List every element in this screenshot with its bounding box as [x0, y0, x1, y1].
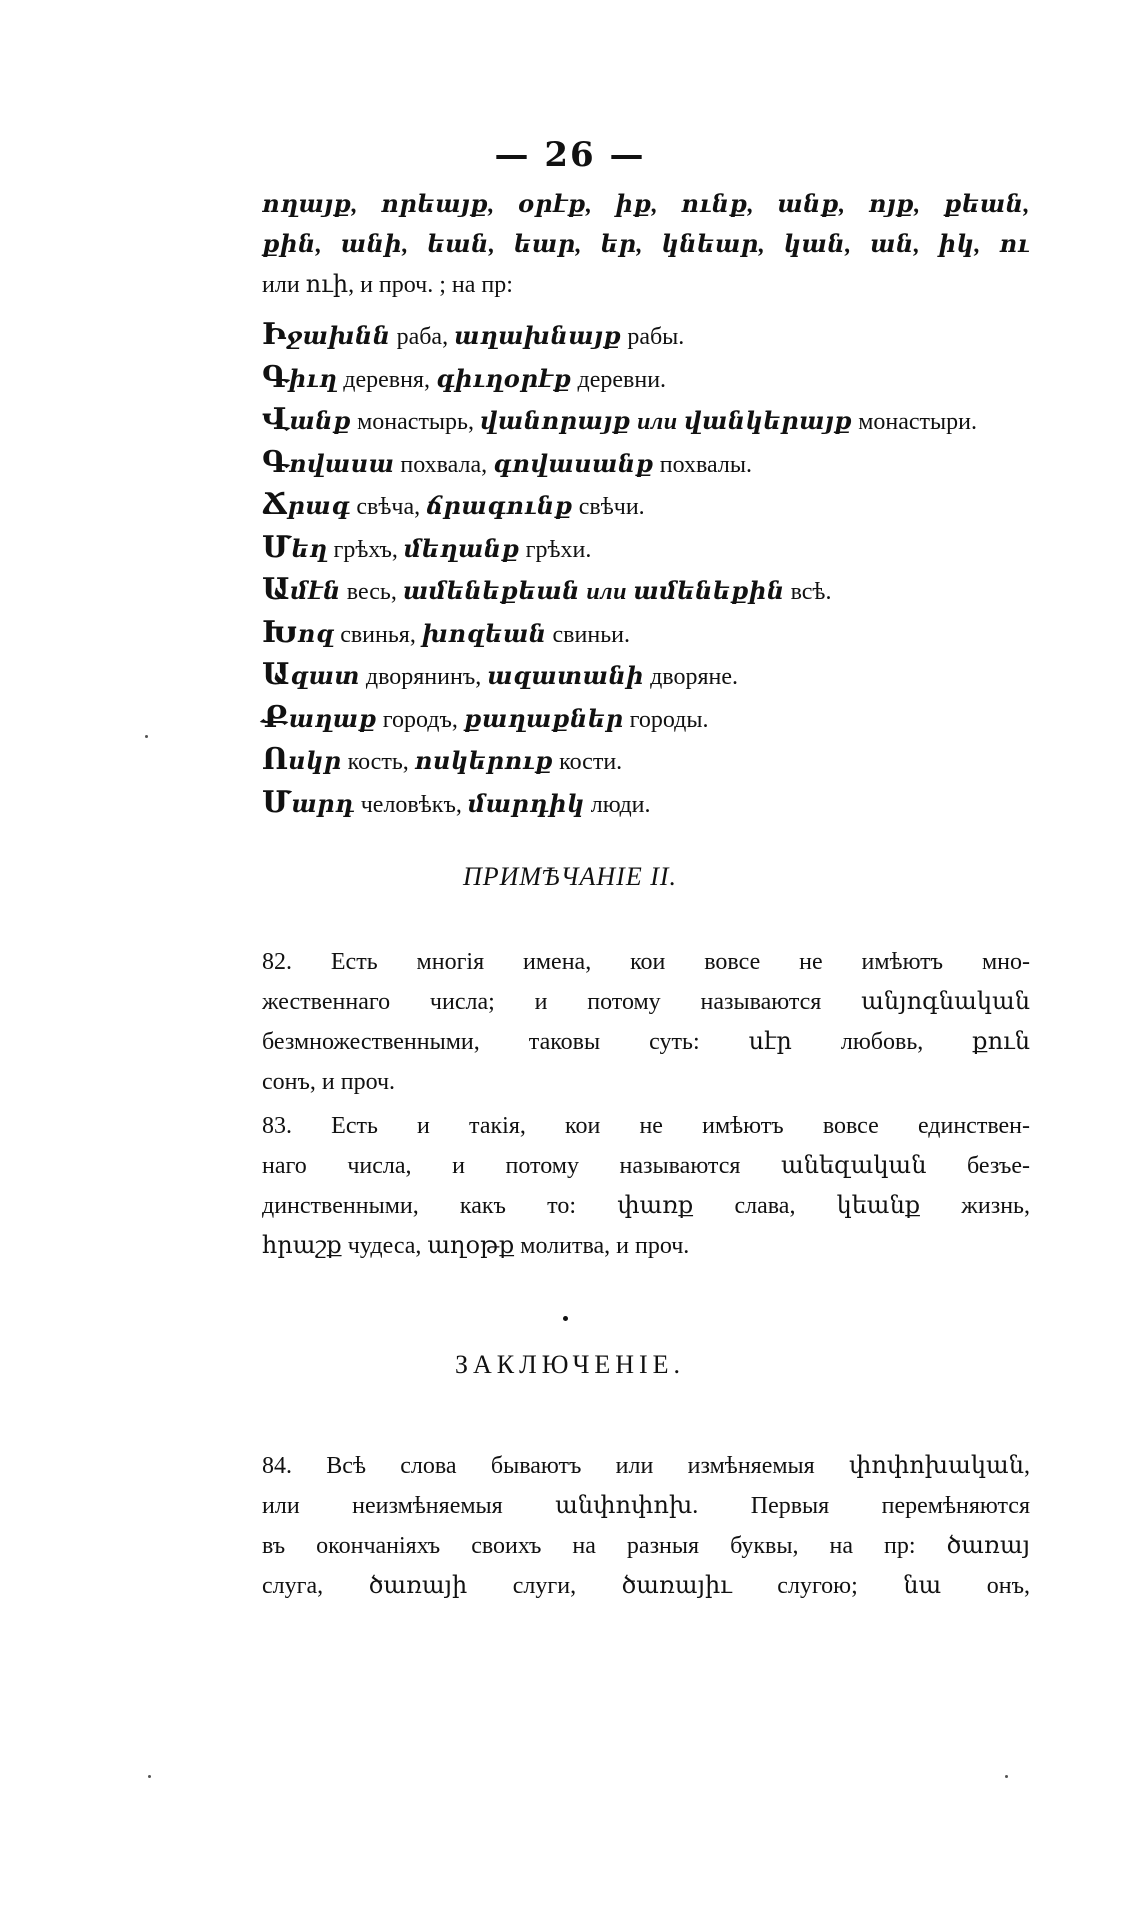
example-russian: монастырь,: [357, 409, 475, 435]
paragraph-line: динственными, какъ то: փառք слава, կեանք жизнь,: [262, 1193, 1030, 1219]
example-plural: աղախնայք: [454, 324, 622, 350]
example-plural: մեղանք: [403, 536, 520, 563]
example-russian: человѣкъ,: [360, 791, 462, 818]
example-armenian: եղ: [291, 536, 328, 563]
ornament-dot: [563, 1316, 568, 1321]
example-armenian: աղաք: [288, 706, 377, 733]
example-armenian: ովասա: [288, 451, 395, 478]
paragraph-line: [262, 942, 1030, 982]
example-russian-plural: всѣ.: [790, 579, 832, 605]
example-russian-plural: свиньи.: [552, 621, 630, 648]
example-russian-plural: дворяне.: [650, 664, 738, 690]
example-initial: Մ: [262, 530, 292, 564]
examples-list: [262, 315, 1030, 825]
example-russian-plural: грѣхи.: [525, 536, 592, 563]
example-russian: весь,: [346, 579, 397, 605]
example-armenian: անք: [289, 409, 352, 435]
intro-block: [262, 185, 1030, 305]
example-line: [262, 358, 1030, 401]
example-plural: ազատանի: [487, 664, 645, 690]
paragraph-84: [262, 1446, 1030, 1606]
paragraph-line: слуга, ծառայի слуги, ծառայիւ слугою; նա онъ,: [262, 1573, 1030, 1599]
example-russian-plural: люди.: [590, 791, 651, 818]
section-heading-conclusion: ЗАКЛЮЧЕНІЕ.: [454, 1350, 686, 1379]
example-initial: Ա: [262, 573, 291, 606]
example-armenian: սկր: [288, 749, 342, 775]
example-line: [262, 528, 1030, 571]
paragraph-line: наго числа, и потому называются անեզական безъе-: [262, 1153, 1030, 1179]
paragraph-82: [262, 942, 1030, 1102]
example-russian: раба,: [396, 324, 449, 350]
example-russian-plural: монастыри.: [858, 409, 977, 435]
example-initial: Ի: [262, 318, 287, 351]
paragraph-83: [262, 1106, 1030, 1266]
example-line: [262, 315, 1030, 358]
paragraph-line: 84. Всѣ слова бываютъ или измѣняемыя փոփոխական,: [262, 1453, 1030, 1479]
example-armenian: զատ: [290, 664, 360, 690]
example-initial: Գ: [262, 445, 289, 479]
example-plural: քաղաքներ: [463, 706, 624, 733]
example-initial: Ա: [262, 658, 291, 691]
example-russian: кость,: [347, 749, 409, 775]
example-line: [262, 400, 1030, 443]
paper-speck: [145, 735, 148, 738]
paragraph-line: հրաշք чудеса, աղօթք молитва, и проч.: [262, 1233, 690, 1259]
intro-line: или ուի, и проч. ; на пр:: [262, 272, 513, 298]
example-plural: մարդիկ: [467, 791, 585, 818]
example-russian-plural: рабы.: [627, 324, 685, 350]
example-plural: ամենեքեան или ամենեքին: [402, 579, 785, 605]
example-initial: Ք: [262, 700, 289, 734]
example-line: [262, 613, 1030, 656]
paragraph-line: жественнаго числа; и потому называются անյոգնական: [262, 989, 1030, 1015]
paragraph-line: сонъ, и проч.: [262, 1069, 396, 1095]
example-russian: похвала,: [400, 451, 488, 478]
example-plural: գիւղօրէք: [435, 366, 572, 393]
example-russian: свинья,: [340, 621, 416, 648]
paper-speck: [1005, 1775, 1008, 1778]
example-initial: Վ: [262, 403, 290, 436]
example-plural: վանորայք или վանկերայք: [480, 409, 853, 435]
example-initial: Գ: [262, 360, 289, 394]
section-heading-note: ПРИМѢЧАНІЕ II.: [462, 862, 678, 891]
example-russian: свѣча,: [356, 494, 421, 520]
example-armenian: ջախնն: [286, 324, 391, 350]
example-russian-plural: похвалы.: [659, 451, 752, 478]
example-plural: խոզեան: [421, 621, 547, 648]
example-russian-plural: свѣчи.: [578, 494, 645, 520]
example-armenian: իւղ: [288, 366, 338, 393]
example-russian: городъ,: [382, 706, 458, 733]
paragraph-line: или неизмѣняемыя անփոփոխ. Первыя перемѣняются: [262, 1493, 1030, 1519]
example-initial: Խ: [262, 615, 298, 649]
paragraph-line: въ окончаніяхъ своихъ на разныя буквы, на пр: ծառայ: [262, 1533, 1030, 1559]
example-russian-plural: деревни.: [577, 366, 667, 393]
example-plural: ճրագունք: [426, 494, 573, 520]
example-initial: Մ: [262, 785, 292, 819]
paragraph-line: безмножественными, таковы суть: սէր любовь, քուն: [262, 1029, 1030, 1055]
example-armenian: ոզ: [297, 621, 335, 648]
example-russian-plural: городы.: [629, 706, 709, 733]
page-number: — 26 —: [494, 135, 646, 175]
example-armenian: արդ: [291, 791, 355, 818]
paper-speck: [148, 1775, 151, 1778]
intro-line: քին, անի, եան, եար, եր, կնեար, կան, ան, իկ, ու: [262, 232, 1030, 258]
example-russian: грѣхъ,: [333, 536, 398, 563]
example-line: [262, 485, 1030, 528]
example-line: [262, 443, 1030, 486]
example-russian-plural: кости.: [559, 749, 623, 775]
intro-line: ողայք, որեայք, օրէք, իք, ունք, անք, ոյք, քեան,: [262, 192, 1030, 218]
example-initial: Ո: [262, 743, 289, 776]
example-plural: ոսկերուք: [414, 749, 554, 775]
example-line: [262, 655, 1030, 698]
example-line: [262, 783, 1030, 826]
example-armenian: րագ: [287, 494, 351, 520]
paragraph-line: 83. Есть и такія, кои не имѣютъ вовсе единствен-: [262, 1113, 1030, 1139]
example-plural: գովասանք: [493, 451, 654, 478]
example-russian: дворянинъ,: [365, 664, 482, 690]
example-initial: Ճ: [262, 488, 288, 521]
example-line: [262, 698, 1030, 741]
paragraph-text: 82. Есть многія имена, кои вовсе не имѣютъ мно-: [262, 949, 1030, 975]
example-line: [262, 570, 1030, 613]
example-russian: деревня,: [343, 366, 430, 393]
example-line: [262, 740, 1030, 783]
example-armenian: մէն: [290, 579, 341, 605]
